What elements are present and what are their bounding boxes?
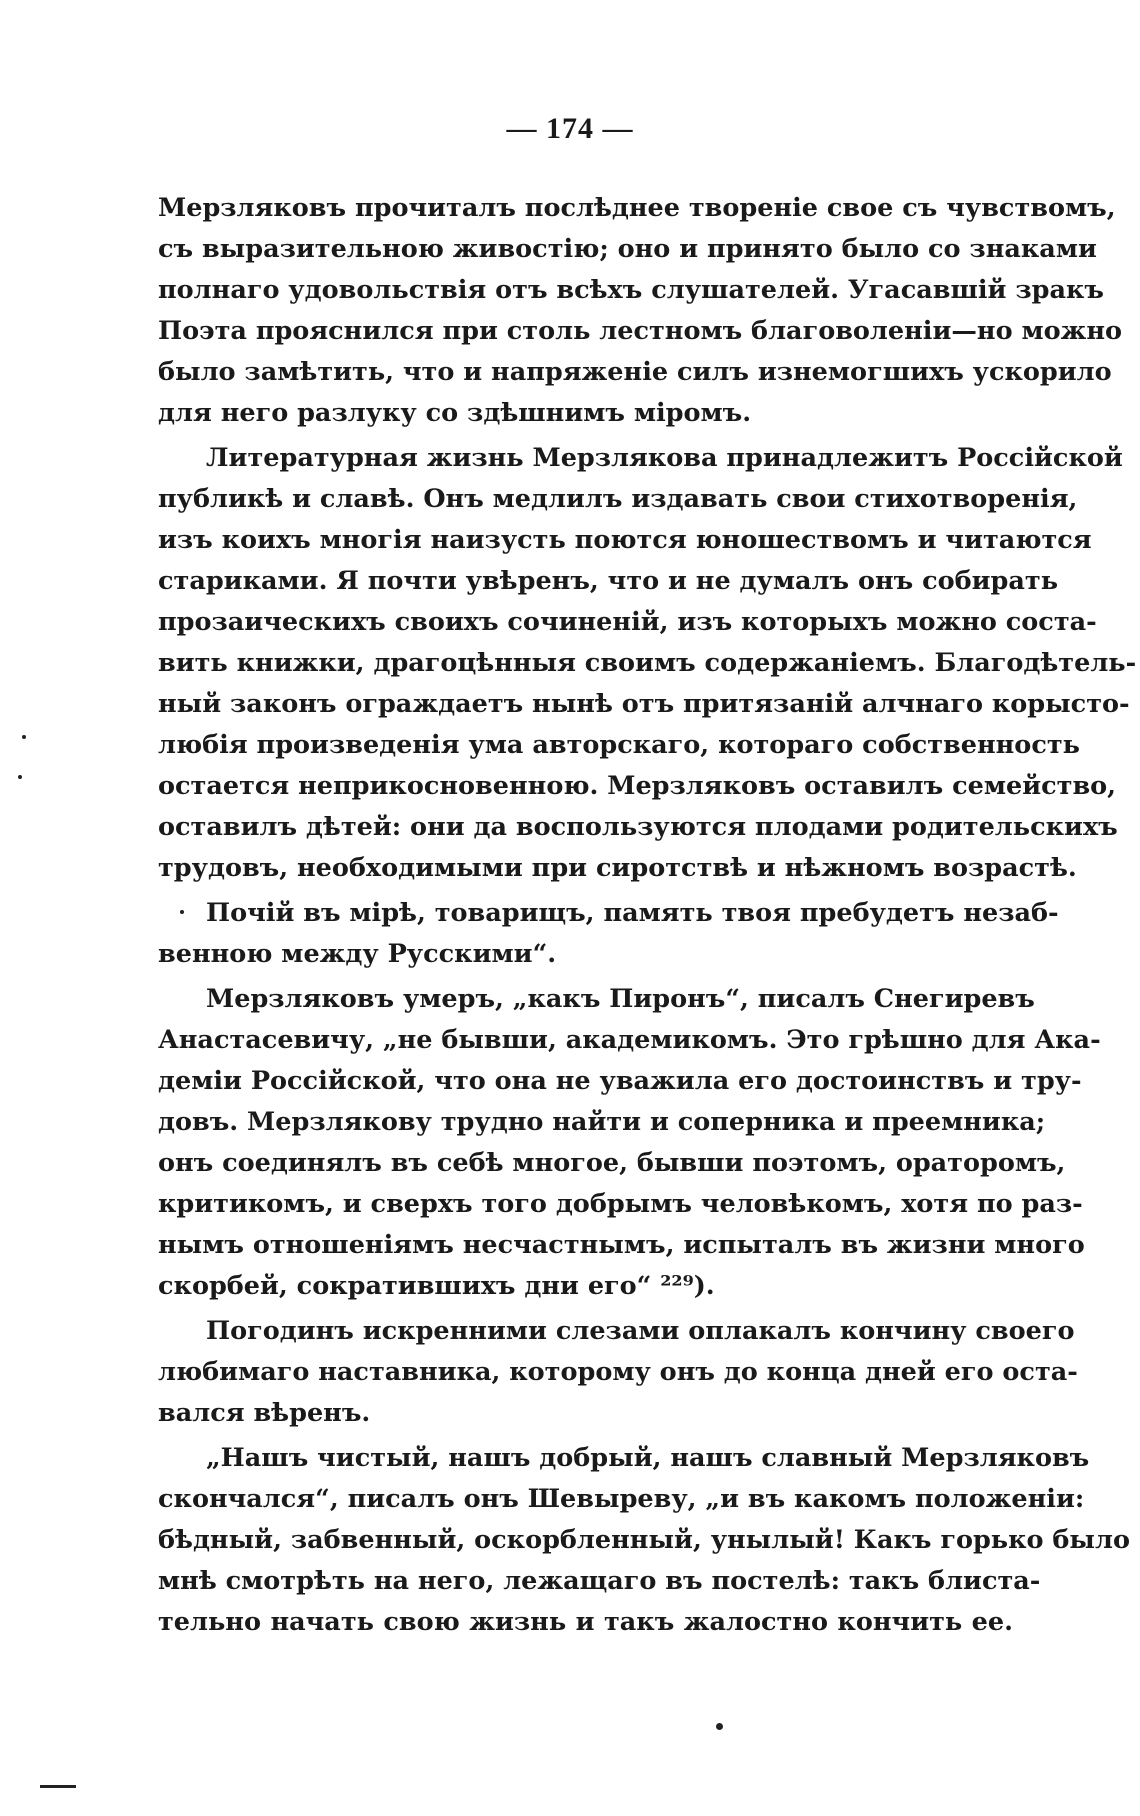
text-line: остается неприкосновенною. Мерзляковъ оставилъ семейство,	[158, 771, 1117, 801]
text-line: Погодинъ искренними слезами оплакалъ кончину своего	[206, 1316, 1075, 1346]
text-line: трудовъ, необходимыми при сиротствѣ и нѣжномъ возрастѣ.	[158, 853, 1077, 883]
text-line: деміи Россійской, что она не уважила его достоинствъ и тру-	[158, 1066, 1082, 1096]
text-line: было замѣтить, что и напряженіе силъ изнемогшихъ ускорило	[158, 357, 1112, 387]
text-line: мнѣ смотрѣть на него, лежащаго въ постелѣ: такъ блиста-	[158, 1566, 1041, 1596]
margin-dash	[40, 1785, 76, 1788]
text-line: для него разлуку со здѣшнимъ міромъ.	[158, 398, 752, 428]
scan-speck	[716, 1723, 723, 1730]
scan-speck	[180, 910, 184, 914]
text-line: довъ. Мерзлякову трудно найти и соперника и преемника;	[158, 1107, 1046, 1137]
text-line: публикѣ и славѣ. Онъ медлилъ издавать свои стихотворенія,	[158, 484, 1078, 514]
text-line: венною между Русскими“.	[158, 939, 557, 969]
text-line: съ выразительною живостію; оно и принято было со знаками	[158, 234, 1097, 264]
body-text	[158, 188, 1137, 1643]
text-line: Почій въ мірѣ, товарищъ, память твоя пребудетъ незаб-	[206, 898, 1059, 928]
text-line: Поэта прояснился при столь лестномъ благоволеніи—но можно	[158, 316, 1123, 346]
text-line: изъ коихъ многія наизусть поются юношествомъ и читаются	[158, 525, 1092, 555]
text-line: стариками. Я почти увѣренъ, что и не думалъ онъ собирать	[158, 566, 1058, 596]
text-line: любимаго наставника, которому онъ до конца дней его оста-	[158, 1357, 1078, 1387]
text-line: любія произведенія ума авторскаго, котораго собственность	[158, 730, 1080, 760]
paragraph	[158, 1438, 1130, 1643]
text-line: вить книжки, драгоцѣнныя своимъ содержаніемъ. Благодѣтель-	[158, 648, 1137, 678]
text-line: прозаическихъ своихъ сочиненій, изъ которыхъ можно соста-	[158, 607, 1097, 637]
text-line: „Нашъ чистый, нашъ добрый, нашъ славный Мерзляковъ	[206, 1443, 1090, 1473]
text-line: Анастасевичу, „не бывши, академикомъ. Это грѣшно для Ака-	[158, 1025, 1101, 1055]
text-line: критикомъ, и сверхъ того добрымъ человѣкомъ, хотя по раз-	[158, 1189, 1083, 1219]
text-line: оставилъ дѣтей: они да воспользуются плодами родительскихъ	[158, 812, 1118, 842]
paragraph	[158, 893, 1059, 975]
text-line: нымъ отношеніямъ несчастнымъ, испыталъ въ жизни много	[158, 1230, 1085, 1260]
text-line: бѣдный, забвенный, оскорбленный, унылый! Какъ горько было	[158, 1525, 1130, 1555]
text-line: онъ соединялъ въ себѣ многое, бывши поэтомъ, ораторомъ,	[158, 1148, 1066, 1178]
text-line: ный законъ ограждаетъ нынѣ отъ притязаній алчнаго корысто-	[158, 689, 1130, 719]
text-line: полнаго удовольствія отъ всѣхъ слушателей. Угасавшій зракъ	[158, 275, 1104, 305]
text-line: скончался“, писалъ онъ Шевыреву, „и въ какомъ положеніи:	[158, 1484, 1085, 1514]
text-line: Мерзляковъ умеръ, „какъ Пиронъ“, писалъ Снегиревъ	[206, 984, 1035, 1014]
paragraph	[158, 438, 1137, 889]
text-line: тельно начать свою жизнь и такъ жалостно кончить ее.	[158, 1607, 1013, 1637]
text-line: скорбей, сократившихъ дни его“ ²²⁹).	[158, 1271, 715, 1301]
page-number: — 174 —	[506, 112, 634, 145]
text-line: Мерзляковъ прочиталъ послѣднее твореніе свое съ чувствомъ,	[158, 193, 1116, 223]
paragraph	[158, 188, 1123, 434]
text-line: вался вѣренъ.	[158, 1398, 371, 1428]
scan-speck	[18, 775, 22, 779]
text-line: Литературная жизнь Мерзлякова принадлежитъ Россійской	[206, 443, 1123, 473]
scan-speck	[22, 735, 26, 739]
paragraph	[158, 979, 1101, 1307]
paragraph	[158, 1311, 1078, 1434]
